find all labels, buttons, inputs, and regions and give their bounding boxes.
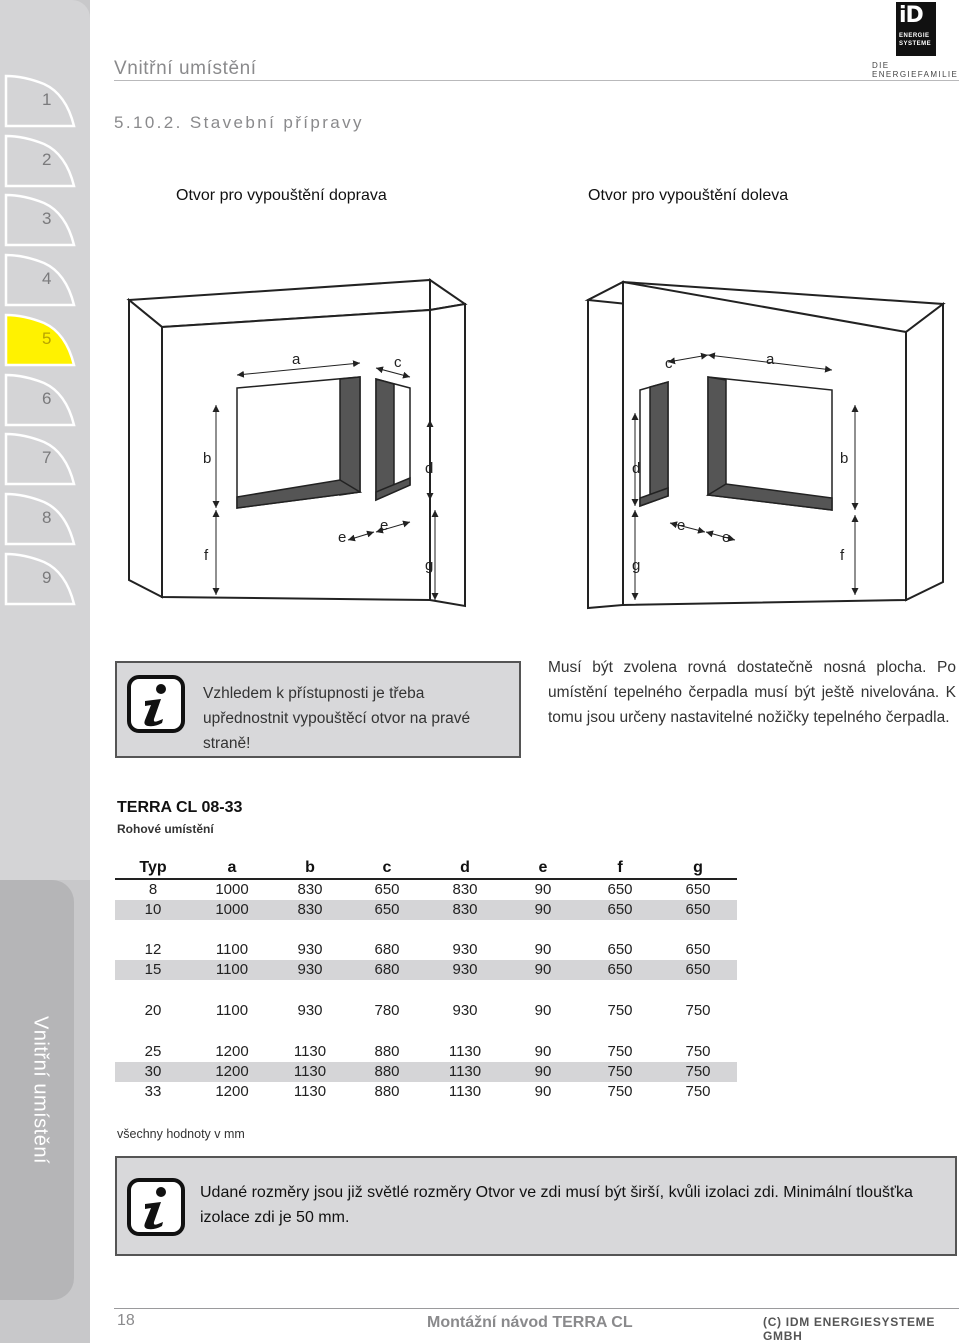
info-icon	[127, 675, 185, 733]
table-cell: 930	[297, 961, 323, 978]
table-cell: 930	[452, 961, 478, 978]
table-cell: 1130	[293, 1063, 327, 1080]
chapter-tab-5[interactable]	[4, 313, 76, 367]
table-cell: 1130	[448, 1083, 482, 1100]
table-row	[115, 960, 737, 980]
chapter-tab-label: 1	[42, 90, 52, 109]
figure-caption-right: Otvor pro vypouštění doleva	[588, 187, 789, 204]
table-cell: 930	[452, 1002, 478, 1019]
chapter-tab-1[interactable]	[4, 74, 76, 128]
table-cell: 25	[144, 1043, 162, 1060]
table-cell: 650	[685, 961, 711, 978]
table-cell: Typ	[139, 859, 167, 876]
table-cell: 750	[607, 1043, 633, 1060]
table-cell: 1130	[448, 1063, 482, 1080]
table-cell: 90	[534, 901, 552, 918]
label-e-left-2: e	[380, 517, 389, 534]
chapter-tab-label: 4	[42, 269, 52, 289]
table-cell: 90	[534, 1043, 552, 1060]
label-d-right: d	[632, 460, 641, 477]
table-cell: b	[305, 859, 315, 876]
table-cell: 90	[534, 1083, 552, 1100]
table-cell: 650	[607, 941, 633, 958]
table-cell: 830	[297, 881, 323, 898]
table-cell: 930	[297, 941, 323, 958]
table-cell: e	[538, 859, 548, 876]
label-b-left: b	[203, 450, 212, 467]
label-a-left: a	[292, 351, 301, 368]
table-cell: 650	[374, 881, 400, 898]
label-f-left: f	[204, 547, 209, 564]
table-cell: 1100	[215, 941, 249, 958]
table-cell: 830	[452, 901, 478, 918]
surface-note: Musí být zvolena rovná dostatečně nosná plocha. Po umístění tepelného čerpadla musí být ještě nivelována. K tomu jsou určeny nastavitelné nožičky tepelného čerpadla.	[548, 659, 956, 726]
table-cell: 650	[685, 941, 711, 958]
table-footnote: všechny hodnoty v mm	[117, 1127, 245, 1141]
table-cell: 8	[148, 881, 158, 898]
chapter-tab-label: 7	[42, 448, 52, 468]
rail-vertical-label: Vnitřní umístění	[29, 1015, 52, 1165]
table-cell: 680	[374, 961, 400, 978]
table-cell: 1000	[215, 901, 249, 918]
table-row	[115, 1082, 737, 1102]
table-cell: d	[460, 859, 470, 876]
table-cell: 880	[374, 1083, 400, 1100]
table-row	[115, 880, 737, 900]
table-cell: 1130	[293, 1083, 327, 1100]
footer-copyright: (C) IDM ENERGIESYSTEME GMBH	[763, 1315, 936, 1343]
table-cell: 930	[452, 941, 478, 958]
label-e-left-1: e	[338, 529, 347, 546]
label-g-right: g	[632, 557, 641, 574]
label-c-left: c	[394, 354, 402, 371]
chapter-tab-label: 3	[42, 209, 52, 229]
table-cell: 750	[685, 1002, 711, 1019]
table-cell: 880	[374, 1043, 400, 1060]
table-cell: 650	[607, 901, 633, 918]
table-row	[115, 940, 737, 960]
chapter-tab-8[interactable]	[4, 492, 76, 546]
table-cell: 20	[144, 1002, 162, 1019]
table-cell: 90	[534, 1063, 552, 1080]
chapter-tab-6[interactable]	[4, 373, 76, 427]
footer-title: Montážní návod TERRA CL	[427, 1314, 633, 1331]
table-cell: 830	[452, 881, 478, 898]
table-cell: 1130	[293, 1043, 327, 1060]
label-f-right: f	[840, 547, 845, 564]
table-cell: 1100	[215, 1002, 249, 1019]
table-cell: a	[227, 859, 237, 876]
table-cell: c	[382, 859, 392, 876]
table-cell: g	[693, 859, 703, 876]
table-cell: 780	[374, 1002, 400, 1019]
table-row	[115, 1042, 737, 1062]
table-cell: 750	[607, 1002, 633, 1019]
table-cell: 1200	[215, 1043, 249, 1060]
table-cell: 750	[685, 1063, 711, 1080]
chapter-tab-label: 9	[42, 567, 52, 587]
table-cell: 750	[607, 1083, 633, 1100]
table-cell: 12	[144, 941, 162, 958]
table-cell: 90	[534, 881, 552, 898]
corner-placement-diagram	[120, 270, 960, 615]
table-cell: 650	[607, 961, 633, 978]
table-cell: 90	[534, 941, 552, 958]
info-box-access-text: Vzhledem k přístupnosti je třeba upřednostnit vypouštěcí otvor na pravé straně!	[203, 685, 471, 752]
header-title: Vnitřní umístění	[114, 58, 257, 79]
page-number: 18	[117, 1312, 135, 1329]
chapter-tab-4[interactable]	[4, 253, 76, 307]
chapter-tab-label: 8	[42, 507, 52, 527]
table-cell: 650	[685, 881, 711, 898]
table-subtitle: Rohové umístění	[117, 822, 214, 836]
chapter-tab-2[interactable]	[4, 134, 76, 188]
label-e-right-1: e	[677, 517, 686, 534]
table-cell: 1000	[215, 881, 249, 898]
logo-tagline: DIE ENERGIEFAMILIE	[872, 61, 959, 79]
table-cell: 650	[607, 881, 633, 898]
chapter-tab-7[interactable]	[4, 432, 76, 486]
table-cell: 1100	[215, 961, 249, 978]
chapter-tab-9[interactable]	[4, 552, 76, 606]
chapter-tab-3[interactable]	[4, 193, 76, 247]
footer-divider	[114, 1308, 959, 1309]
table-cell: 830	[297, 901, 323, 918]
label-b-right: b	[840, 450, 849, 467]
table-cell: 750	[607, 1063, 633, 1080]
table-row	[115, 1001, 737, 1021]
chapter-tab-label: 6	[42, 388, 52, 408]
table-cell: 10	[144, 901, 162, 918]
label-a-right: a	[766, 351, 775, 368]
section-heading: 5.10.2. Stavební přípravy	[114, 113, 364, 132]
info-icon	[127, 1178, 185, 1236]
table-cell: 90	[534, 961, 552, 978]
table-cell: 1200	[215, 1083, 249, 1100]
chapter-tab-label: 5	[42, 328, 52, 348]
table-cell: 1130	[448, 1043, 482, 1060]
table-cell: 30	[144, 1063, 162, 1080]
label-e-right-2: e	[722, 529, 731, 546]
info-box-insulation	[115, 1156, 957, 1256]
info-box-access	[115, 661, 521, 758]
table-cell: 650	[685, 901, 711, 918]
table-row	[115, 1062, 737, 1082]
figure-caption-left: Otvor pro vypouštění doprava	[176, 187, 387, 204]
table-cell: 750	[685, 1083, 711, 1100]
idm-logo: iD ENERGIE SYSTEME	[896, 2, 936, 56]
table-cell: 680	[374, 941, 400, 958]
left-back-wall-face	[129, 300, 162, 597]
table-cell: 15	[144, 961, 162, 978]
label-g-left: g	[425, 557, 434, 574]
table-cell: 90	[534, 1002, 552, 1019]
table-cell: f	[617, 859, 623, 876]
table-title: TERRA CL 08-33	[117, 799, 243, 816]
info-box-insulation-text: Udané rozměry jsou již světlé rozměry Otvor ve zdi musí být širší, kvůli izolaci zdi. Minimální tloušťka izolace zdi je 50 mm.	[200, 1184, 913, 1226]
label-d-left: d	[425, 460, 434, 477]
header-divider	[114, 80, 959, 81]
table-cell: 750	[685, 1043, 711, 1060]
table-cell: 1200	[215, 1063, 249, 1080]
table-cell: 930	[297, 1002, 323, 1019]
table-cell: 650	[374, 901, 400, 918]
label-c-right: c	[665, 355, 673, 372]
table-header-row	[115, 858, 737, 880]
table-cell: 880	[374, 1063, 400, 1080]
table-cell: 33	[144, 1083, 162, 1100]
chapter-tab-label: 2	[42, 149, 52, 169]
table-row	[115, 900, 737, 920]
